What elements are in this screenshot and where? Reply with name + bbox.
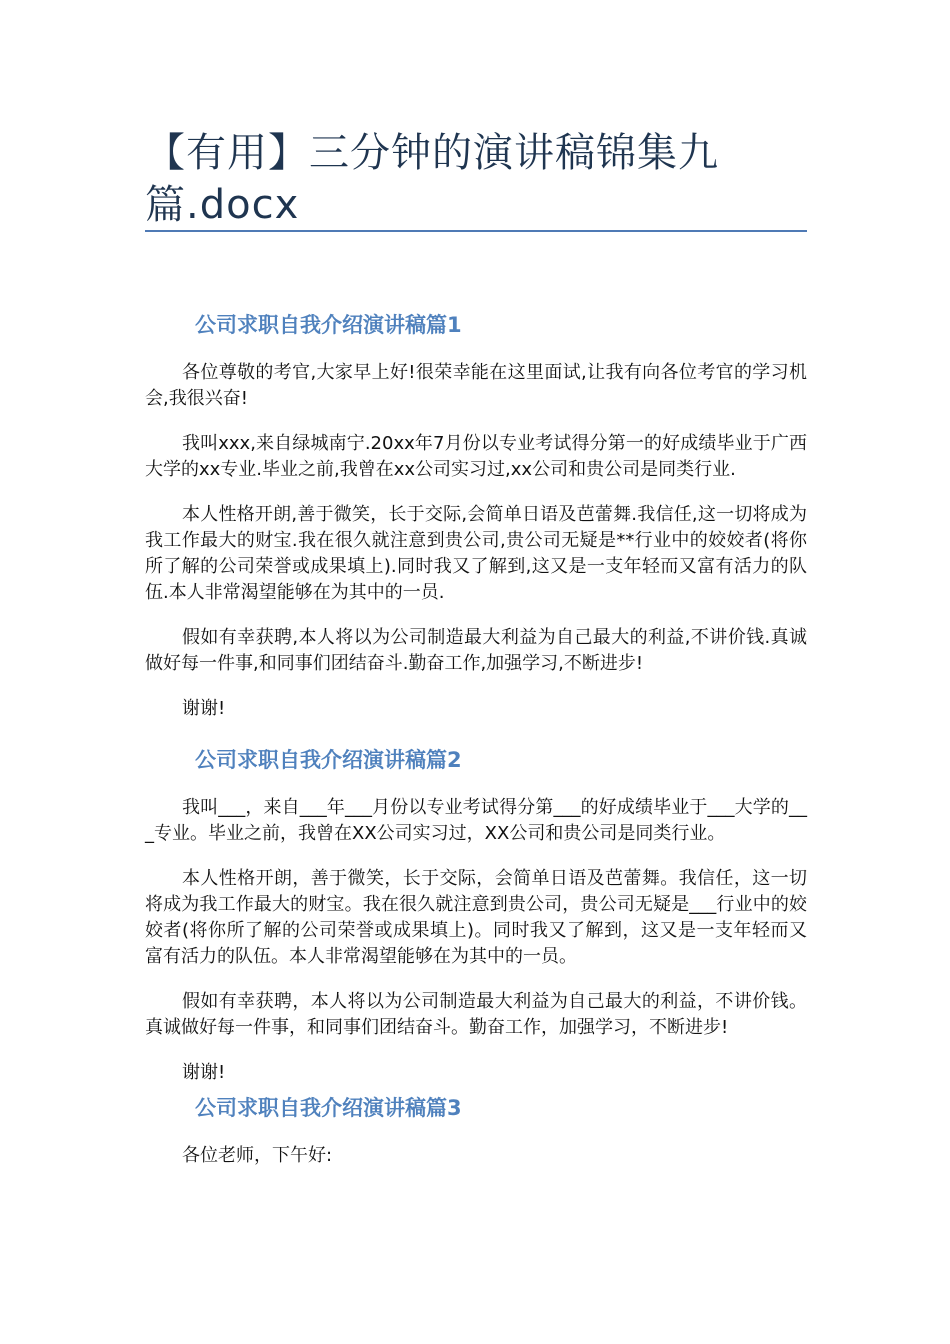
section-heading: 公司求职自我介绍演讲稿篇1	[195, 313, 462, 337]
section-heading: 公司求职自我介绍演讲稿篇2	[195, 748, 462, 772]
title-underline	[145, 230, 807, 232]
section-1	[145, 310, 807, 722]
paragraph: 我叫xxx,来自绿城南宁.20xx年7月份以专业考试得分第一的好成绩毕业于广西大学的xx专业.毕业之前,我曾在xx公司实习过,xx公司和贵公司是同类行业.	[145, 433, 807, 480]
paragraph: 本人性格开朗，善于微笑，长于交际，会简单日语及芭蕾舞。我信任，这一切将成为我工作最大的财宝。我在很久就注意到贵公司，贵公司无疑是___行业中的姣姣者(将你所了解的公司荣誉或成果填上)。同时我又了解到，这又是一支年轻而又富有活力的队伍。本人非常渴望能够在为其中的一员。	[145, 868, 807, 967]
paragraph: 本人性格开朗,善于微笑，长于交际,会简单日语及芭蕾舞.我信任,这一切将成为我工作最大的财宝.我在很久就注意到贵公司,贵公司无疑是**行业中的姣姣者(将你所了解的公司荣誉或成果填上).同时我又了解到,这又是一支年轻而又富有活力的队伍.本人非常渴望能够在为其中的一员.	[145, 504, 807, 603]
paragraph: 谢谢!	[182, 1062, 226, 1083]
paragraph: 各位老师，下午好:	[182, 1145, 333, 1166]
paragraph: 我叫___，来自___年___月份以专业考试得分第___的好成绩毕业于___大学的___专业。毕业之前，我曾在XX公司实习过，XX公司和贵公司是同类行业。	[145, 797, 807, 844]
paragraph: 谢谢!	[182, 698, 226, 719]
paragraph: 各位尊敬的考官,大家早上好!很荣幸能在这里面试,让我有向各位考官的学习机会,我很兴奋!	[145, 362, 807, 409]
section-3	[145, 1093, 807, 1169]
document-title: 【有用】三分钟的演讲稿锦集九篇.docx	[145, 130, 719, 228]
paragraph: 假如有幸获聘,本人将以为公司制造最大利益为自己最大的利益,不讲价钱.真诚做好每一件事,和同事们团结奋斗.勤奋工作,加强学习,不断进步!	[145, 627, 807, 674]
section-heading: 公司求职自我介绍演讲稿篇3	[195, 1096, 462, 1120]
paragraph: 假如有幸获聘，本人将以为公司制造最大利益为自己最大的利益，不讲价钱。真诚做好每一件事，和同事们团结奋斗。勤奋工作，加强学习，不断进步!	[145, 991, 807, 1038]
section-2	[145, 745, 807, 1086]
